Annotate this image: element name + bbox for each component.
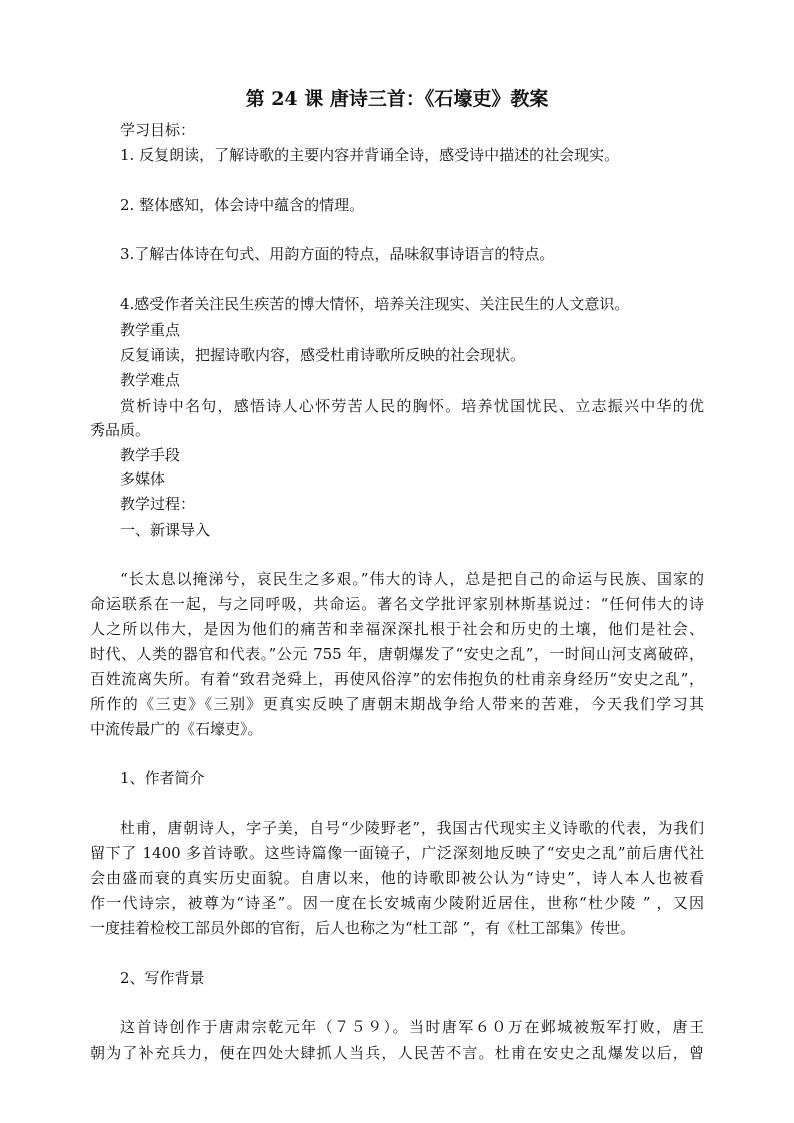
intro-paragraph-line: 百姓流离失所。有着“致君尧舜上，再使风俗淳”的宏伟抱负的杜甫亲身经历“安史之乱”， xyxy=(90,670,704,688)
section-heading-author: 1、作者简介 xyxy=(120,769,205,787)
difficulty-heading: 教学难点 xyxy=(120,371,181,389)
difficulty-text-line: 秀品质。 xyxy=(90,421,151,439)
goal-item: 4.感受作者关注民生疾苦的博大情怀，培养关注现实、关注民生的人文意识。 xyxy=(120,295,630,313)
teaching-means-text: 多媒体 xyxy=(120,470,166,488)
key-points-text: 反复诵读，把握诗歌内容，感受杜甫诗歌所反映的社会现状。 xyxy=(120,346,526,364)
author-paragraph-line: 留下了 1400 多首诗歌。这些诗篇像一面镜子，广泛深刻地反映了“安史之乱”前后唐代社 xyxy=(90,844,704,862)
goal-item: 3.了解古体诗在句式、用韵方面的特点，品味叙事诗语言的特点。 xyxy=(120,245,555,263)
section-heading-intro: 一、新课导入 xyxy=(120,521,211,539)
intro-paragraph-line: 命运联系在一起，与之同呼吸，共命运。著名文学批评家别林斯基说过：“任何伟大的诗 xyxy=(90,595,704,613)
teaching-process-heading: 教学过程： xyxy=(120,495,196,513)
background-paragraph-line: 朝为了补充兵力，便在四处大肆抓人当兵，人民苦不言。杜甫在安史之乱爆发以后，曾 xyxy=(90,1044,704,1062)
intro-paragraph-line: 时代、人类的器官和代表。”公元 755 年，唐朝爆发了“安史之乱”，一时间山河支离破碎， xyxy=(90,645,704,663)
background-paragraph-line: 这首诗创作于唐肃宗乾元年（７５９）。当时唐军６０万在邺城被叛军打败，唐王 xyxy=(120,1018,704,1036)
goal-item: 1. 反复朗读，了解诗歌的主要内容并背诵全诗，感受诗中描述的社会现实。 xyxy=(120,146,620,164)
goals-heading: 学习目标： xyxy=(120,121,196,139)
author-paragraph-line: 杜甫，唐朝诗人，字子美，自号“少陵野老”，我国古代现实主义诗歌的代表，为我们 xyxy=(120,819,704,837)
goal-item: 2. 整体感知，体会诗中蕴含的情理。 xyxy=(120,196,365,214)
difficulty-text-line: 赏析诗中名句，感悟诗人心怀劳苦人民的胸怀。培养忧国忧民、立志振兴中华的优 xyxy=(120,397,704,415)
author-paragraph-line: 会由盛而衰的真实历史面貌。自唐以来，他的诗歌即被公认为“诗史”，诗人本人也被看 xyxy=(90,869,704,887)
intro-paragraph-line: 中流传最广的《石壕吏》。 xyxy=(90,720,263,738)
author-paragraph-line: 作一代诗宗，被尊为“诗圣”。因一度在长安城南少陵附近居住，世称“杜少陵 ” ，又因 xyxy=(90,894,704,912)
document-title: 第 24 课 唐诗三首：《石壕吏》教案 xyxy=(245,88,549,110)
section-heading-background: 2、写作背景 xyxy=(120,969,205,987)
teaching-means-heading: 教学手段 xyxy=(120,446,181,464)
key-points-heading: 教学重点 xyxy=(120,321,181,339)
intro-paragraph-line: 所作的《三吏》《三别》更真实反映了唐朝末期战争给人带来的苦难，今天我们学习其 xyxy=(90,695,704,713)
author-paragraph-line: 一度挂着检校工部员外郎的官衔，后人也称之为“杜工部 ”，有《杜工部集》传世。 xyxy=(90,919,636,937)
intro-paragraph-line: 人之所以伟大，是因为他们的痛苦和幸福深深扎根于社会和历史的土壤，他们是社会、 xyxy=(90,620,704,638)
intro-paragraph-line: “长太息以掩涕兮，哀民生之多艰。”伟大的诗人，总是把自己的命运与民族、国家的 xyxy=(120,570,704,588)
